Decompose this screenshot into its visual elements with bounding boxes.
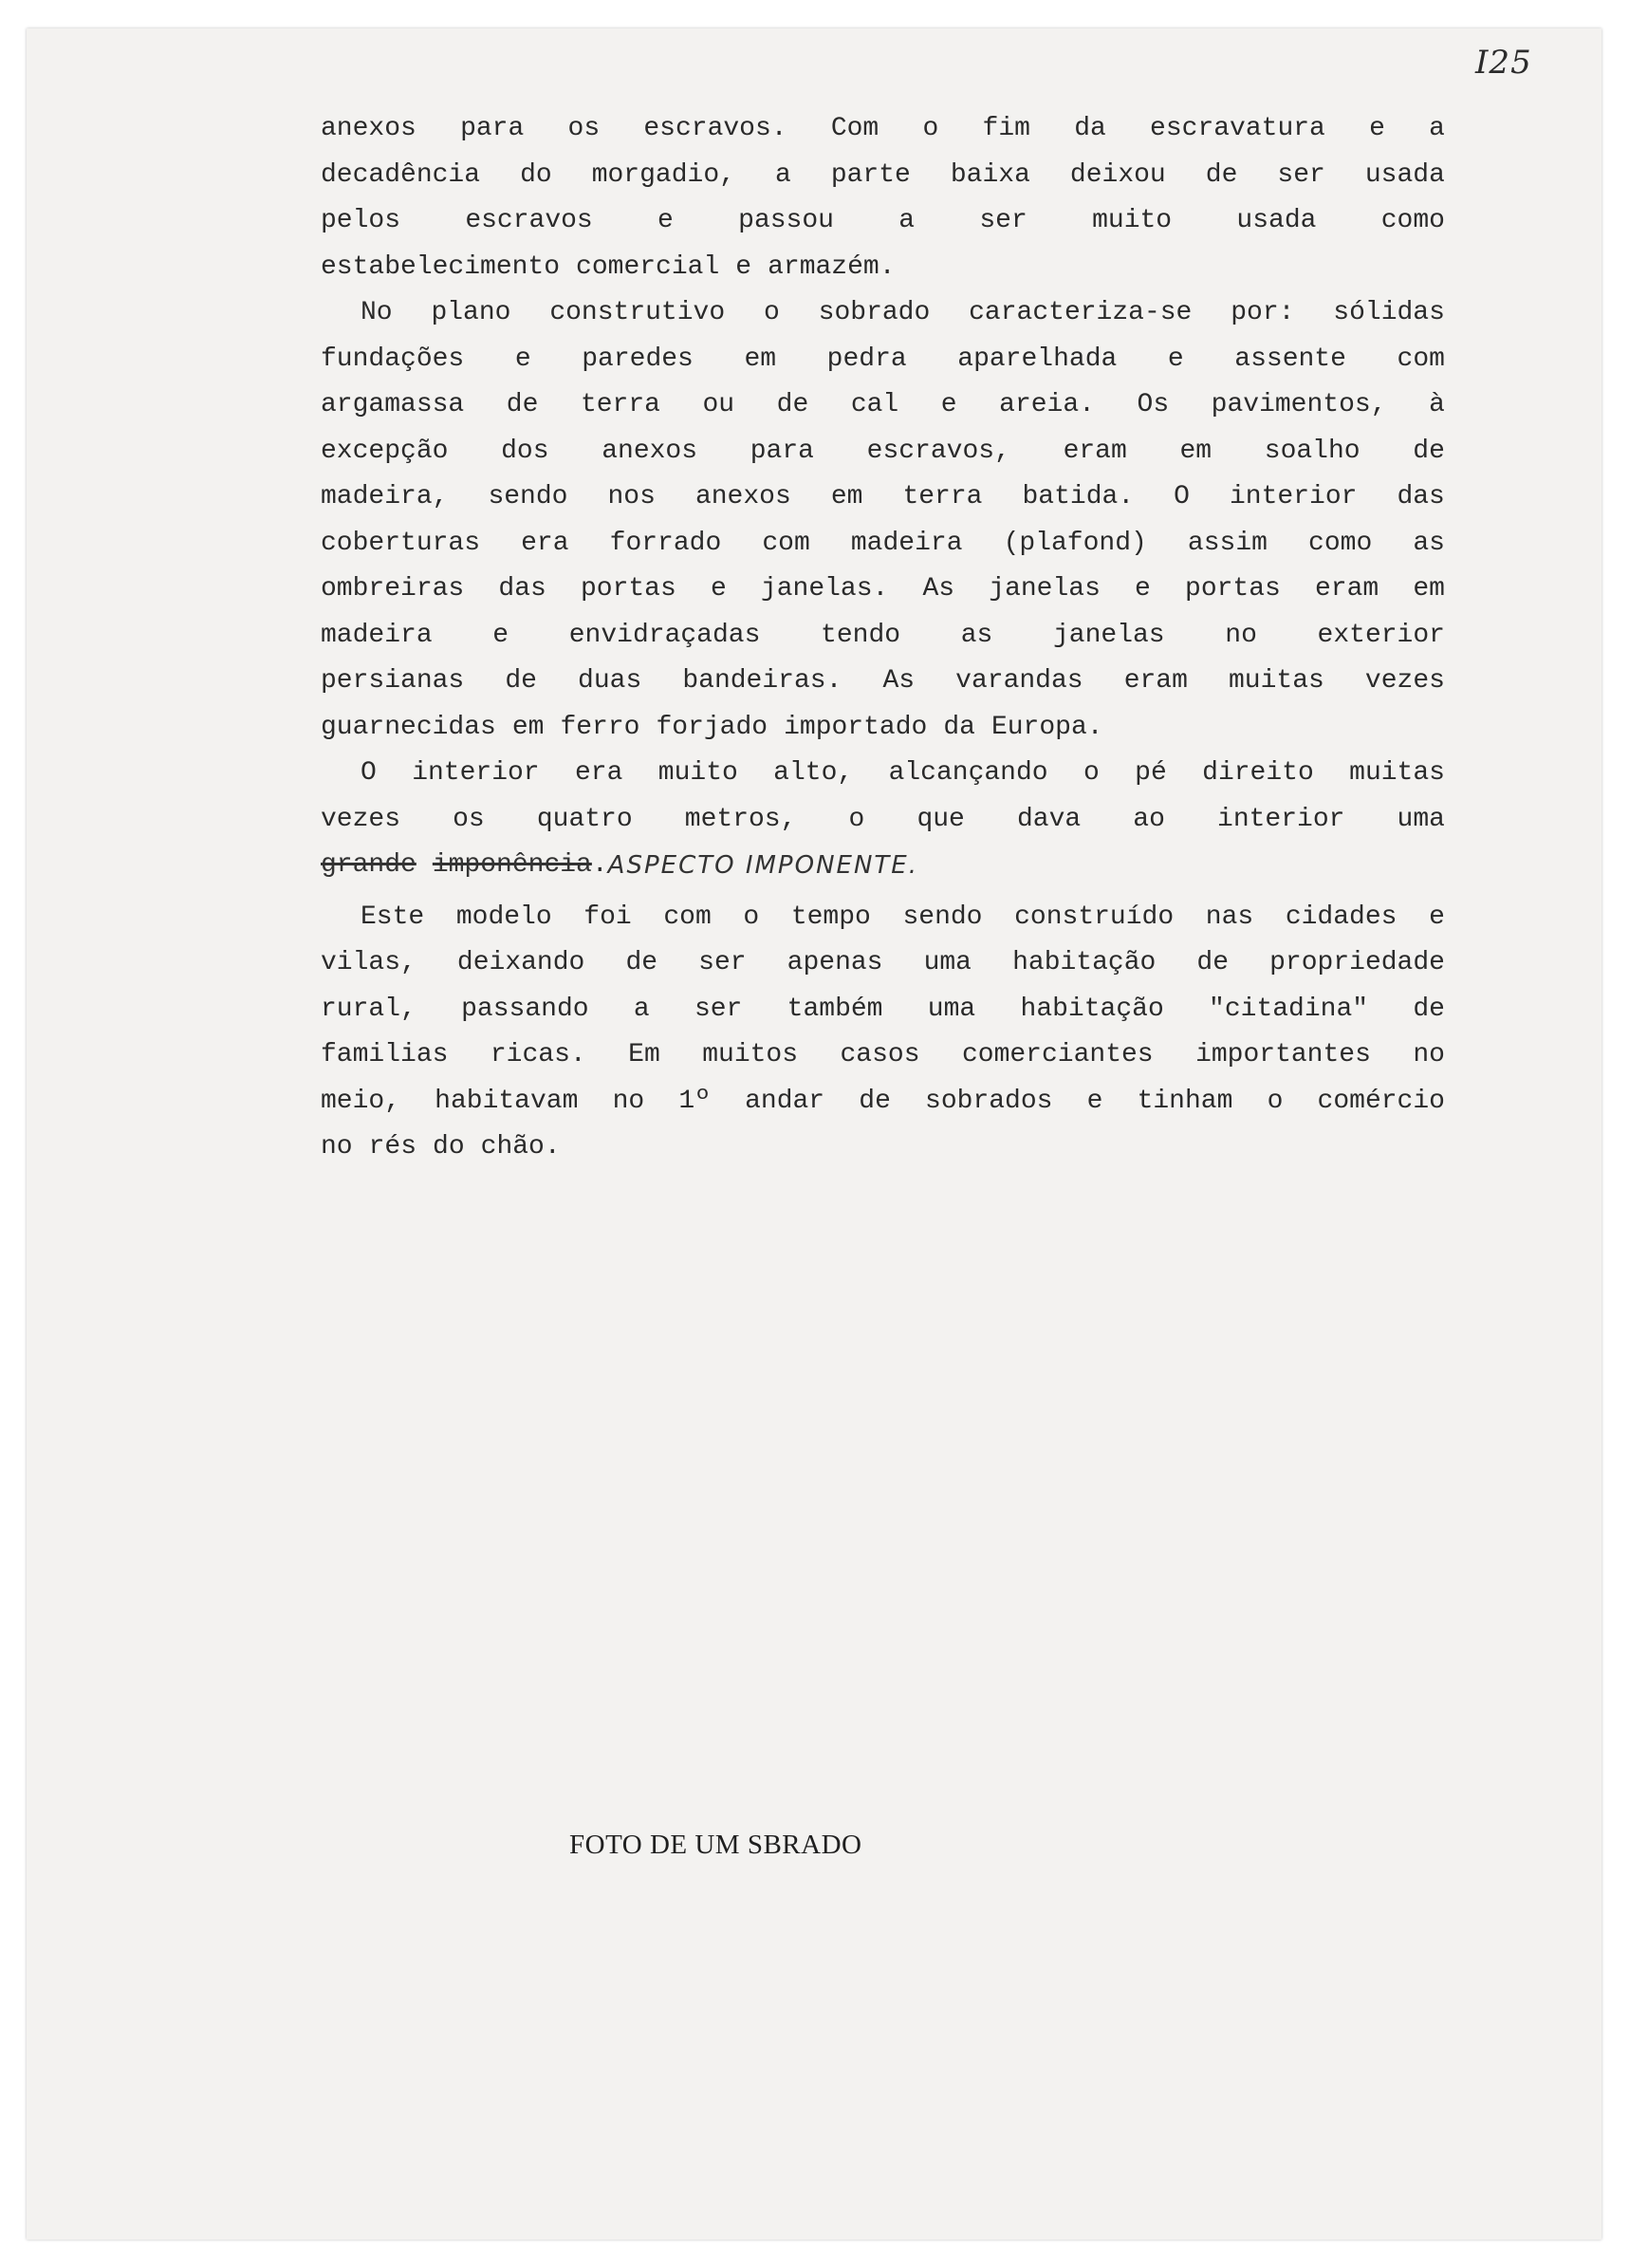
- word: (plafond): [1003, 528, 1147, 558]
- word: ser: [698, 948, 747, 977]
- word: o: [848, 804, 865, 834]
- word: a: [633, 994, 650, 1024]
- word: as: [1413, 528, 1445, 558]
- word: da: [943, 712, 975, 742]
- word: comercial: [576, 251, 720, 282]
- word: escravos: [465, 206, 593, 235]
- word: familias: [321, 1040, 449, 1069]
- word: eram: [1123, 666, 1188, 696]
- text-line: [321, 613, 1445, 660]
- word: areia.: [999, 390, 1095, 419]
- word: usada: [1364, 159, 1445, 190]
- word: janelas: [989, 574, 1101, 604]
- word: tempo: [790, 902, 871, 932]
- word: varandas: [955, 666, 1083, 696]
- word: construído: [1014, 902, 1175, 932]
- word: de: [505, 666, 537, 696]
- word: muitas: [1229, 666, 1324, 696]
- word: tinham: [1137, 1086, 1233, 1116]
- word: e: [1429, 902, 1445, 932]
- word: com: [663, 902, 712, 932]
- correction-period: .: [591, 850, 608, 880]
- word: para: [750, 436, 814, 466]
- word: muitas: [1349, 758, 1445, 788]
- word: janelas.: [760, 574, 889, 604]
- word: anexos: [694, 482, 791, 511]
- text-line: [321, 567, 1445, 613]
- word: sólidas: [1333, 298, 1445, 327]
- word: meio,: [321, 1086, 401, 1116]
- word: pedra: [826, 344, 907, 374]
- word: sobrados: [925, 1086, 1053, 1116]
- word: vezes: [1364, 666, 1445, 696]
- word: dos: [501, 436, 549, 466]
- word: cidades: [1285, 902, 1398, 932]
- word: de: [1413, 994, 1445, 1024]
- word: do: [520, 159, 552, 190]
- word: passou: [738, 206, 834, 235]
- word: envidraçadas: [568, 620, 761, 650]
- correction-line: [321, 843, 1445, 889]
- word: tendo: [821, 620, 901, 650]
- word: terra: [580, 390, 660, 419]
- handwritten-correction: ASPECTO IMPONENTE.: [607, 851, 918, 880]
- word: chão.: [480, 1132, 561, 1162]
- word: exterior: [1317, 620, 1445, 650]
- word: sobrado: [818, 298, 931, 327]
- word: de: [506, 390, 539, 419]
- word: o: [922, 114, 939, 143]
- word: aparelhada: [957, 344, 1118, 374]
- word: muito: [1092, 206, 1173, 235]
- word: era: [521, 528, 569, 558]
- word: ao: [1133, 804, 1165, 834]
- word: no: [612, 1086, 645, 1116]
- page-number: I25: [1475, 44, 1532, 82]
- word: metros,: [684, 804, 797, 834]
- text-line: [321, 1125, 1445, 1171]
- word: no: [1413, 1040, 1445, 1069]
- word: e: [1167, 344, 1184, 374]
- word: também: [787, 994, 883, 1024]
- word: madeira: [321, 620, 433, 650]
- word: no: [321, 1132, 353, 1162]
- word: o: [1083, 758, 1100, 788]
- word: nas: [1205, 902, 1254, 932]
- word: direito: [1202, 758, 1314, 788]
- photo-caption: FOTO DE UM SBRADO: [569, 1830, 862, 1860]
- word: de: [1205, 159, 1238, 190]
- word: alcançando: [888, 758, 1048, 788]
- word: comércio: [1317, 1086, 1445, 1116]
- word: casos: [840, 1040, 920, 1069]
- body-text: [321, 106, 1445, 1171]
- text-line: [321, 198, 1445, 245]
- word: uma: [1397, 804, 1445, 834]
- text-line: [321, 705, 1445, 752]
- word: era: [574, 758, 623, 788]
- word: soalho: [1264, 436, 1361, 466]
- word: à: [1429, 390, 1445, 419]
- text-line: [321, 106, 1445, 153]
- word: deixou: [1069, 159, 1166, 190]
- word: importado: [784, 712, 928, 742]
- text-line: [321, 382, 1445, 429]
- word: muito: [657, 758, 738, 788]
- word: e: [1086, 1086, 1103, 1116]
- word: com: [762, 528, 810, 558]
- word: de: [1413, 436, 1445, 466]
- word: portas: [1185, 574, 1281, 604]
- word: batida.: [1022, 482, 1135, 511]
- word: usada: [1236, 206, 1317, 235]
- word: janelas: [1052, 620, 1165, 650]
- word: em: [1413, 574, 1445, 604]
- word: habitação: [1020, 994, 1164, 1024]
- word: ricas.: [490, 1040, 586, 1069]
- text-line: [321, 987, 1445, 1033]
- word: de: [625, 948, 658, 977]
- word: Em: [628, 1040, 660, 1069]
- word: a: [774, 159, 791, 190]
- word: os: [567, 114, 601, 143]
- word: madeira: [850, 528, 963, 558]
- word: de: [859, 1086, 891, 1116]
- text-block-1: [321, 106, 1445, 843]
- word: Com: [830, 114, 879, 143]
- text-line: [321, 474, 1445, 521]
- word: O: [1174, 482, 1190, 511]
- word: rural,: [321, 994, 417, 1024]
- word: coberturas: [321, 528, 481, 558]
- word: e: [735, 251, 752, 282]
- word: pé: [1135, 758, 1167, 788]
- word: das: [498, 574, 546, 604]
- word: nos: [607, 482, 656, 511]
- text-line: [321, 337, 1445, 383]
- text-line: [321, 290, 1445, 337]
- word: eram: [1315, 574, 1379, 604]
- text-line: [321, 153, 1445, 199]
- text-line: [321, 521, 1445, 567]
- word: persianas: [321, 666, 465, 696]
- text-line: [321, 1079, 1445, 1125]
- word: estabelecimento: [321, 251, 561, 282]
- word: uma: [927, 994, 976, 1024]
- word: como: [1308, 528, 1373, 558]
- word: terra: [902, 482, 983, 511]
- word: duas: [578, 666, 642, 696]
- text-line: [321, 895, 1445, 941]
- word: fim: [982, 114, 1030, 143]
- word: parte: [830, 159, 911, 190]
- word: como: [1380, 206, 1445, 235]
- word: guarnecidas: [321, 712, 496, 742]
- word: uma: [923, 948, 972, 977]
- word: escravos,: [866, 436, 1010, 466]
- word: e: [940, 390, 957, 419]
- word: pavimentos,: [1211, 390, 1387, 419]
- word: escravos.: [643, 114, 787, 143]
- word: foi: [583, 902, 632, 932]
- word: excepção: [321, 436, 449, 466]
- word: forjado: [656, 712, 768, 742]
- word: rés: [368, 1132, 417, 1162]
- word: portas: [580, 574, 676, 604]
- word: anexos: [602, 436, 698, 466]
- word: vezes: [321, 804, 401, 834]
- word: do: [433, 1132, 465, 1162]
- text-line: [321, 429, 1445, 475]
- word: sendo: [488, 482, 568, 511]
- word: pelos: [321, 206, 401, 235]
- word: As: [882, 666, 916, 696]
- word: a: [1429, 114, 1445, 143]
- word: dava: [1016, 804, 1082, 834]
- word: passando: [461, 994, 589, 1024]
- text-line: [321, 1032, 1445, 1079]
- word: ombreiras: [321, 574, 465, 604]
- word: que: [916, 804, 965, 834]
- word: interior: [412, 758, 540, 788]
- word: com: [1397, 344, 1445, 374]
- word: apenas: [787, 948, 883, 977]
- word: habitação: [1012, 948, 1157, 977]
- text-line: [321, 751, 1445, 797]
- word: comerciantes: [961, 1040, 1154, 1069]
- word: sendo: [902, 902, 983, 932]
- word: bandeiras.: [682, 666, 842, 696]
- word: baixa: [950, 159, 1030, 190]
- word: O: [361, 758, 377, 788]
- word: fundações: [321, 344, 465, 374]
- word: assim: [1187, 528, 1268, 558]
- word: ser: [979, 206, 1027, 235]
- text-line: [321, 659, 1445, 705]
- word: e: [710, 574, 727, 604]
- word: decadência: [321, 159, 481, 190]
- word: da: [1074, 114, 1106, 143]
- word: propriedade: [1269, 948, 1445, 977]
- word: Este: [361, 902, 425, 932]
- word: paredes: [582, 344, 694, 374]
- word: cal: [850, 390, 899, 419]
- word: "citadina": [1209, 994, 1369, 1024]
- word: de: [776, 390, 809, 419]
- word: ferro: [560, 712, 640, 742]
- word: para: [460, 114, 525, 143]
- word: em: [830, 482, 863, 511]
- word: eram: [1063, 436, 1127, 466]
- word: anexos: [321, 114, 417, 143]
- word: habitavam: [435, 1086, 579, 1116]
- word: forrado: [609, 528, 722, 558]
- word: muitos: [702, 1040, 799, 1069]
- struck-word: grande: [321, 850, 417, 880]
- text-block-2: [321, 895, 1445, 1171]
- word: as: [960, 620, 993, 650]
- word: em: [744, 344, 777, 374]
- word: andar: [745, 1086, 825, 1116]
- word: e: [1369, 114, 1385, 143]
- word: Europa.: [990, 712, 1103, 742]
- text-line: [321, 245, 1445, 291]
- word: quatro: [536, 804, 633, 834]
- word: No: [361, 298, 393, 327]
- word: morgadio,: [591, 159, 735, 190]
- word: a: [898, 206, 916, 235]
- word: e: [1135, 574, 1151, 604]
- word: interior: [1230, 482, 1358, 511]
- word: ou: [702, 390, 735, 419]
- word: As: [922, 574, 955, 604]
- text-line: [321, 940, 1445, 987]
- struck-word: imponência: [432, 850, 592, 880]
- word: de: [1196, 948, 1230, 977]
- text-line: [321, 797, 1445, 844]
- word: os: [453, 804, 485, 834]
- word: ser: [694, 994, 743, 1024]
- word: deixando: [456, 948, 585, 977]
- word: importantes: [1195, 1040, 1371, 1069]
- word: madeira,: [321, 482, 449, 511]
- word: argamassa: [321, 390, 465, 419]
- word: e: [514, 344, 531, 374]
- word: por:: [1231, 298, 1295, 327]
- word: das: [1397, 482, 1445, 511]
- word: armazém.: [768, 251, 896, 282]
- word: interior: [1217, 804, 1345, 834]
- word: Os: [1137, 390, 1170, 419]
- word: em: [511, 712, 545, 742]
- word: e: [657, 206, 674, 235]
- word: caracteriza-se: [969, 298, 1193, 327]
- word: e: [492, 620, 509, 650]
- word: vilas,: [321, 948, 417, 977]
- word: em: [1179, 436, 1212, 466]
- word: o: [743, 902, 760, 932]
- word: plano: [431, 298, 511, 327]
- word: o: [1267, 1086, 1284, 1116]
- word: escravatura: [1150, 114, 1325, 143]
- word: no: [1225, 620, 1257, 650]
- word: alto,: [773, 758, 854, 788]
- word: 1º: [678, 1086, 711, 1116]
- word: assente: [1234, 344, 1346, 374]
- word: ser: [1277, 159, 1325, 190]
- word: construtivo: [549, 298, 726, 327]
- word: o: [764, 298, 780, 327]
- word: modelo: [455, 902, 552, 932]
